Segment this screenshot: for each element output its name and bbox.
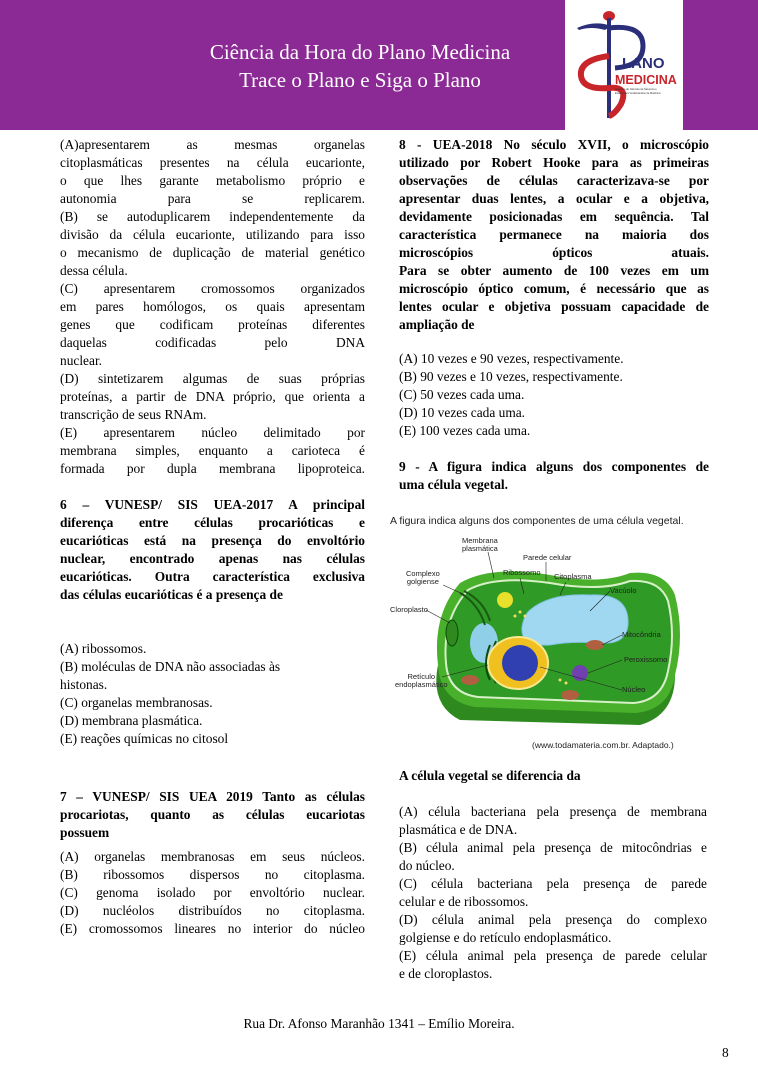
text-line: (C) apresentarem cromossomos organizados	[60, 281, 365, 296]
text-line: procariotas, quanto as células eucariotas	[60, 807, 365, 822]
label-membrana-plasmatica: Membrana plasmática	[462, 536, 498, 553]
text-line: genes que codificam proteínas diferentes	[60, 317, 365, 332]
label-parede-celular: Parede celular	[523, 553, 572, 562]
text-line: (A) célula bacteriana pela presença de membrana	[399, 804, 707, 819]
right-column	[399, 136, 709, 494]
text-line: em pares homólogos, os quais apresentam	[60, 299, 365, 314]
text-line: o que lhes garante metabolismo próprio e	[60, 173, 365, 188]
text-line: utilizado por Robert Hooke para as primeiras	[399, 155, 709, 170]
q6-options	[60, 640, 365, 748]
q9-option-d	[399, 911, 707, 947]
q7-option-c: (C) genoma isolado por envoltório nuclear.	[60, 885, 365, 900]
spacer	[60, 604, 365, 640]
text-line: (E) célula animal pela presença de parede celular	[399, 948, 707, 963]
footer-address: Rua Dr. Afonso Maranhão 1341 – Emílio Moreira.	[243, 1016, 515, 1031]
page-header	[0, 0, 758, 130]
text-line: lentes ocular e objetiva possuam capacidade de	[399, 299, 709, 314]
q8-header	[399, 136, 709, 334]
q8-option-c: (C) 50 vezes cada uma.	[399, 387, 525, 402]
q5-option-c	[60, 280, 365, 370]
header-title-line2: Trace o Plano e Siga o Plano	[239, 68, 481, 92]
text-line: proteínas, a partir de DNA próprio, que orienta a	[60, 389, 365, 404]
text-line: membrana simples, enquanto a carioteca é	[60, 443, 365, 458]
q6-option-c: (C) organelas membranosas.	[60, 695, 213, 710]
label-complexo-golgiense: Complexo golgiense	[406, 569, 440, 586]
spacer	[399, 785, 707, 803]
q7-header	[60, 788, 365, 842]
text-line: (E) apresentarem núcleo delimitado por	[60, 425, 365, 440]
svg-text:MEDICINA: MEDICINA	[615, 73, 677, 87]
plant-cell-figure	[390, 515, 710, 755]
q5-option-b	[60, 208, 365, 280]
text-line: e de cloroplastos.	[399, 966, 493, 981]
q8-option-a: (A) 10 vezes e 90 vezes, respectivamente.	[399, 351, 624, 366]
label-reticulo-endoplasmatico: Retículo endoplasmático	[395, 672, 448, 689]
label-mitocondria: Mitocôndria	[622, 630, 661, 639]
text-line: (C) célula bacteriana pela presença de parede	[399, 876, 707, 891]
text-line: diferença entre células procarióticas e	[60, 515, 365, 530]
q8-option-e: (E) 100 vezes cada uma.	[399, 423, 531, 438]
text-line: apresentar duas lentes, a ocular e a objetiva,	[399, 191, 709, 206]
text-line: (B) se autoduplicarem independentemente da	[60, 209, 365, 224]
spacer	[399, 334, 709, 350]
q9-option-b	[399, 839, 707, 875]
q5-option-e	[60, 424, 365, 478]
text-line: das células eucarióticas é a presença de	[60, 587, 283, 602]
q9-stem: A célula vegetal se diferencia da	[399, 768, 581, 783]
text-line: citoplasmáticas presentes na célula eucarionte,	[60, 155, 365, 170]
plant-cell-diagram-icon	[390, 515, 710, 755]
svg-text:Exatas para Vestibulandos de M: Exatas para Vestibulandos de Medicina	[615, 92, 661, 95]
q9-option-e	[399, 947, 707, 983]
label-citoplasma: Citoplasma	[554, 572, 592, 581]
q6-option-d: (D) membrana plasmática.	[60, 713, 203, 728]
spacer	[399, 440, 709, 458]
q9-option-a	[399, 803, 707, 839]
text-line: uma célula vegetal.	[399, 477, 508, 492]
text-line: Para se obter aumento de 100 vezes em um	[399, 263, 709, 278]
text-line: devidamente posicionadas em sequência. Tal	[399, 209, 709, 224]
q7-option-b: (B) ribossomos dispersos no citoplasma.	[60, 867, 365, 882]
figure-credit: (www.todamateria.com.br. Adaptado.)	[532, 740, 674, 750]
q6-option-a: (A) ribossomos.	[60, 641, 147, 656]
label-vacuolo: Vacúolo	[610, 586, 637, 595]
text-line: formada por dupla membrana lipoproteica.	[60, 461, 365, 476]
text-line: transcrição de seus RNAm.	[60, 407, 207, 422]
text-line: (D) célula animal pela presença do complexo	[399, 912, 707, 927]
text-line: eucarióticas está na presença do envoltório	[60, 533, 365, 548]
q7-option-d: (D) nucléolos distribuídos no citoplasma.	[60, 903, 365, 918]
label-peroxissomo: Peroxissomo	[624, 655, 668, 664]
text-line: possuem	[60, 825, 110, 840]
text-line: plasmática e de DNA.	[399, 822, 518, 837]
text-line: 9 - A figura indica alguns dos componentes de	[399, 459, 709, 474]
text-line: eucarióticas. Outra característica exclusiva	[60, 569, 365, 584]
q5-option-a	[60, 136, 365, 208]
text-line: observações de células caracterizava-se por	[399, 173, 709, 188]
q7-option-e: (E) cromossomos lineares no interior do núcleo	[60, 921, 365, 936]
text-line: (B) célula animal pela presença de mitocôndrias e	[399, 840, 707, 855]
text-line: do núcleo.	[399, 858, 455, 873]
text-line: microscópio óptico comum, é necessário que as	[399, 281, 709, 296]
q8-options	[399, 350, 709, 440]
svg-text:Intensivo de Ciências da Natur: Intensivo de Ciências da Natureza e	[615, 88, 657, 91]
q8-option-d: (D) 10 vezes cada uma.	[399, 405, 526, 420]
spacer	[60, 478, 365, 496]
header-title	[170, 38, 550, 94]
q6-option-e: (E) reações químicas no citosol	[60, 731, 229, 746]
text-line: nuclear, encontrado apenas nas células	[60, 551, 365, 566]
text-line: o mecanismo de duplicação de material genético	[60, 245, 365, 260]
q9-option-c	[399, 875, 707, 911]
text-line: dessa célula.	[60, 263, 128, 278]
q6-header	[60, 496, 365, 604]
q8-option-b: (B) 90 vezes e 10 vezes, respectivamente.	[399, 369, 623, 384]
q5-options	[60, 136, 365, 478]
q9-header	[399, 458, 709, 494]
spacer	[60, 748, 365, 788]
text-line: (D) sintetizarem algumas de suas próprias	[60, 371, 365, 386]
text-line: golgiense e do retículo endoplasmático.	[399, 930, 612, 945]
q7-option-a: (A) organelas membranosas em seus núcleos.	[60, 849, 365, 864]
caduceus-logo-icon	[565, 0, 683, 130]
question-7	[60, 788, 365, 938]
text-line: celular e de ribossomos.	[399, 894, 529, 909]
header-title-line1: Ciência da Hora do Plano Medicina	[209, 40, 511, 64]
left-column	[60, 136, 365, 938]
text-line: 6 – VUNESP/ SIS UEA-2017 A principal	[60, 497, 365, 512]
text-line: daquelas codificadas pelo DNA	[60, 335, 365, 350]
text-line: ampliação de	[399, 317, 475, 332]
q5-option-d	[60, 370, 365, 424]
text-line: (A)apresentarem as mesmas organelas	[60, 137, 365, 152]
text-line: autonomia para se replicarem.	[60, 191, 365, 206]
svg-text:LANO: LANO	[622, 55, 665, 72]
page-number: 8	[722, 1045, 729, 1060]
label-ribossomo: Ribossomo	[503, 568, 541, 577]
text-line: 7 – VUNESP/ SIS UEA 2019 Tanto as células	[60, 789, 365, 804]
question-8	[399, 136, 709, 440]
q6-option-b-cont: histonas.	[60, 677, 108, 692]
text-line: nuclear.	[60, 353, 103, 368]
text-line: divisão da célula eucarionte, utilizando para isso	[60, 227, 365, 242]
plano-medicina-logo	[565, 0, 683, 130]
figure-caption: A figura indica alguns dos componentes de uma célula vegetal.	[390, 515, 684, 527]
text-line: característica permanece na maioria dos	[399, 227, 709, 242]
q6-option-b: (B) moléculas de DNA não associadas às	[60, 659, 281, 674]
question-6	[60, 496, 365, 748]
label-cloroplasto: Cloroplasto	[390, 605, 428, 614]
text-line: 8 - UEA-2018 No século XVII, o microscópio	[399, 137, 709, 152]
q9-body	[399, 767, 707, 983]
label-nucleo: Núcleo	[622, 685, 646, 694]
q7-options	[60, 848, 365, 938]
text-line: microscópios ópticos atuais.	[399, 245, 709, 260]
